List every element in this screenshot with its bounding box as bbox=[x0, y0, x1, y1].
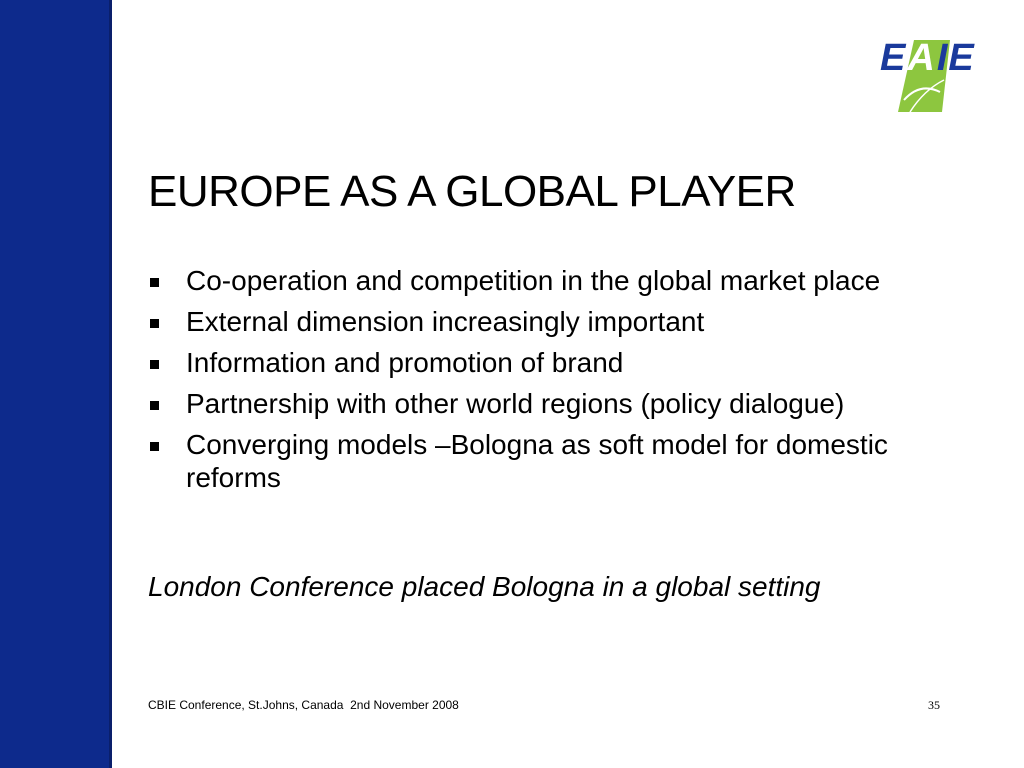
bullet-text: Co-operation and competition in the global market place bbox=[186, 265, 881, 296]
bullet-item bbox=[148, 264, 968, 297]
bullet-list bbox=[148, 264, 968, 502]
bullet-item bbox=[148, 387, 968, 420]
slide-title: EUROPE AS A GLOBAL PLAYER bbox=[148, 167, 796, 216]
closing-note: London Conference placed Bologna in a global setting bbox=[148, 571, 821, 602]
bullet-text: External dimension increasingly important bbox=[186, 306, 705, 337]
bullet-text: Partnership with other world regions (policy dialogue) bbox=[186, 388, 845, 419]
page-number: 35 bbox=[928, 698, 940, 712]
bullet-item bbox=[148, 428, 968, 494]
square-bullet-icon bbox=[150, 442, 159, 451]
footer-conference-text: CBIE Conference, St.Johns, Canada 2nd November 2008 bbox=[148, 698, 459, 712]
bullet-text: Converging models –Bologna as soft model for domestic reforms bbox=[186, 429, 888, 493]
eaie-logo bbox=[880, 30, 990, 116]
logo-letter-a: A bbox=[907, 37, 936, 79]
square-bullet-icon bbox=[150, 360, 159, 369]
square-bullet-icon bbox=[150, 319, 159, 328]
square-bullet-icon bbox=[150, 401, 159, 410]
bullet-text: Information and promotion of brand bbox=[186, 347, 624, 378]
logo-text bbox=[880, 38, 990, 78]
logo-letter-e: E bbox=[880, 37, 907, 79]
bullet-item bbox=[148, 305, 968, 338]
side-band bbox=[0, 0, 112, 768]
logo-letters-ie: IE bbox=[936, 37, 975, 79]
bullet-item bbox=[148, 346, 968, 379]
square-bullet-icon bbox=[150, 278, 159, 287]
